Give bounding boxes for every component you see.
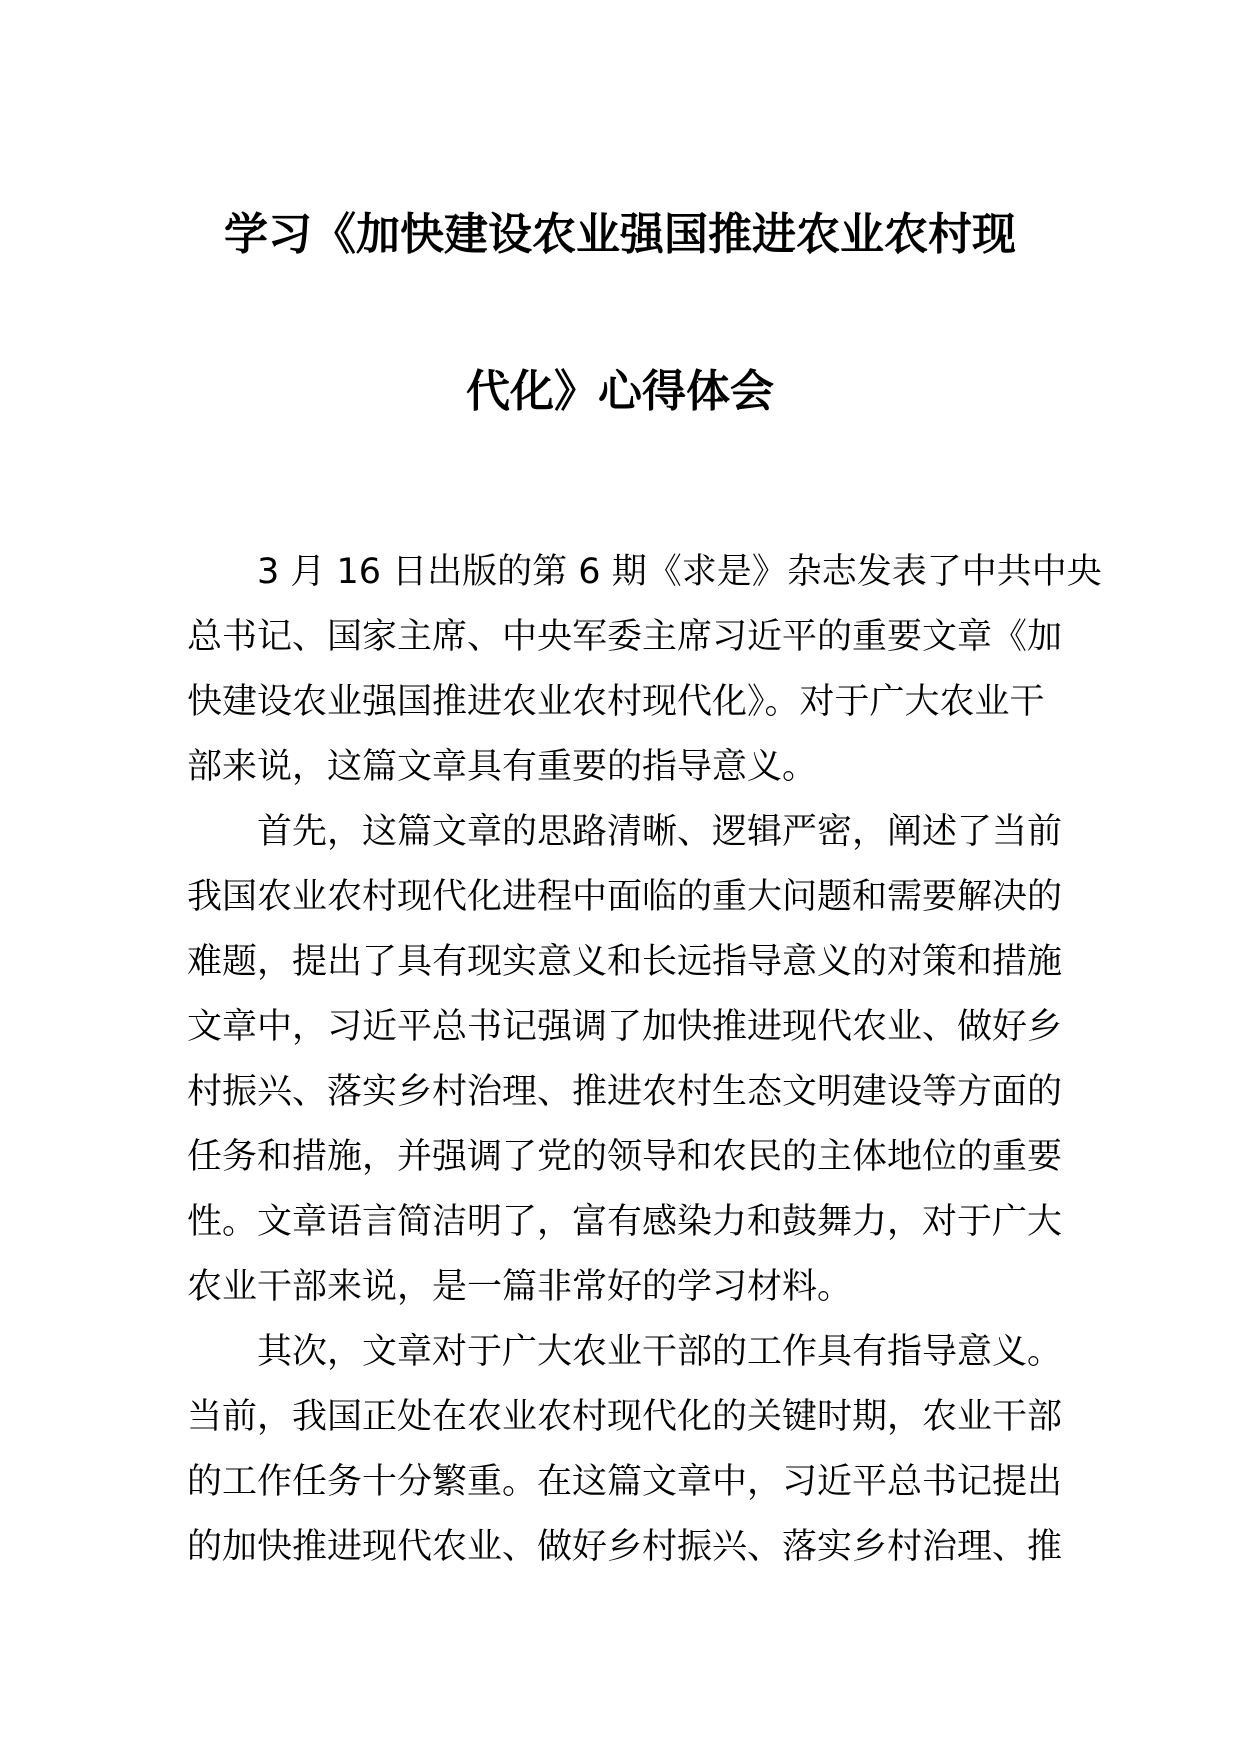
paragraph-3 bbox=[187, 1320, 1063, 1580]
paragraph-1 bbox=[187, 540, 1102, 800]
paragraph-line: 其次，文章对于广大农业干部的工作具有指导意义。 bbox=[257, 1332, 1063, 1372]
paragraph-line: 3 月 16 日出版的第 6 期《求是》杂志发表了中共中央 bbox=[257, 552, 1102, 592]
paragraph-line: 的工作任务十分繁重。在这篇文章中，习近平总书记提出 bbox=[187, 1462, 1063, 1502]
document-title-line-2: 代化》心得体会 bbox=[466, 366, 774, 417]
paragraph-line: 村振兴、落实乡村治理、推进农村生态文明建设等方面的 bbox=[187, 1072, 1063, 1112]
paragraph-2 bbox=[187, 800, 1063, 1320]
paragraph-line: 农业干部来说，是一篇非常好的学习材料。 bbox=[187, 1267, 853, 1307]
paragraph-line: 部来说，这篇文章具有重要的指导意义。 bbox=[187, 747, 818, 787]
paragraph-line: 文章中，习近平总书记强调了加快推进现代农业、做好乡 bbox=[187, 1007, 1063, 1047]
paragraph-line: 总书记、国家主席、中央军委主席习近平的重要文章《加 bbox=[187, 617, 1063, 657]
paragraph-line: 我国农业农村现代化进程中面临的重大问题和需要解决的 bbox=[187, 877, 1063, 917]
paragraph-line: 的加快推进现代农业、做好乡村振兴、落实乡村治理、推 bbox=[187, 1527, 1063, 1567]
paragraph-line: 首先，这篇文章的思路清晰、逻辑严密，阐述了当前 bbox=[257, 812, 1063, 852]
paragraph-line: 当前，我国正处在农业农村现代化的关键时期，农业干部 bbox=[187, 1397, 1063, 1437]
paragraph-line: 难题，提出了具有现实意义和长远指导意义的对策和措施 bbox=[187, 942, 1063, 982]
paragraph-line: 任务和措施，并强调了党的领导和农民的主体地位的重要 bbox=[187, 1137, 1063, 1177]
paragraph-line: 快建设农业强国推进农业农村现代化》。对于广大农业干 bbox=[187, 682, 1045, 722]
document-title-line-1: 学习《加快建设农业强国推进农业农村现 bbox=[224, 209, 1016, 260]
document-body bbox=[187, 540, 1102, 1580]
paragraph-line: 性。文章语言简洁明了，富有感染力和鼓舞力，对于广大 bbox=[187, 1202, 1063, 1242]
